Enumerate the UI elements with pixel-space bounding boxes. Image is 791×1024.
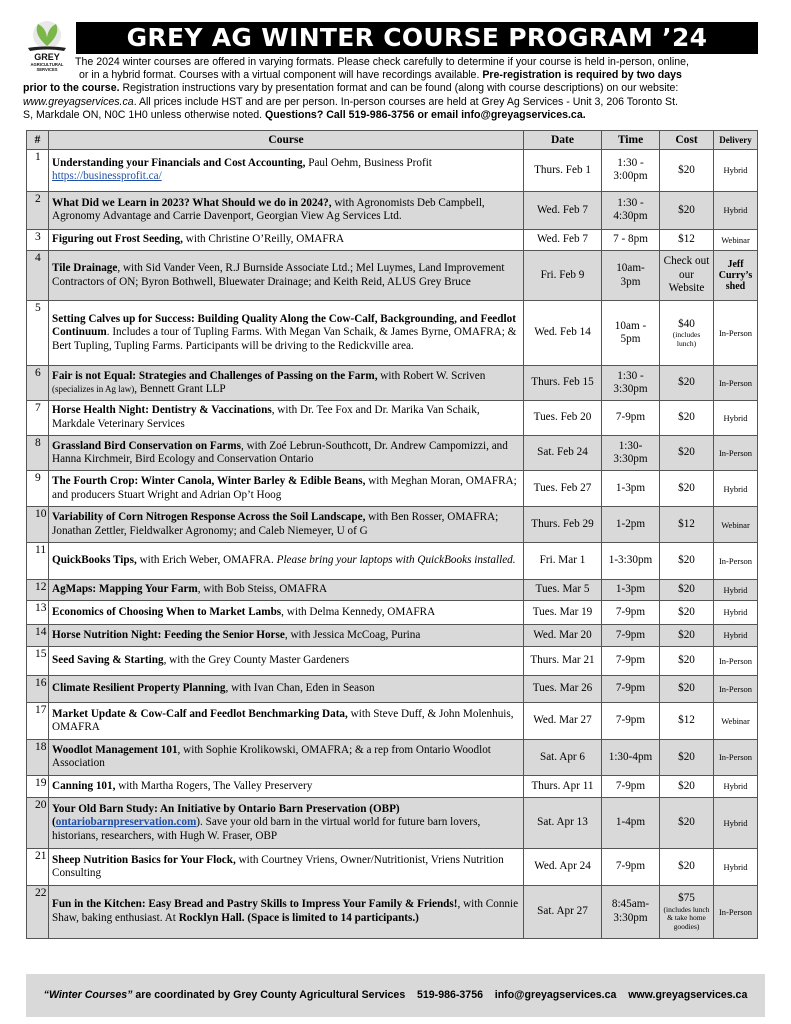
header-time: Time [602, 131, 660, 150]
row-delivery: Jeff Curry’s shed [714, 251, 758, 301]
table-row [27, 251, 758, 301]
cost-value: $40 [678, 317, 695, 330]
row-delivery: Hybrid [714, 401, 758, 436]
row-course [49, 251, 524, 301]
course-detail: with Ben Rosser, OMAFRA; Jonathan Zettler, Fieldwalker Agronomy; and Caleb Niemeyer, U of G [52, 511, 499, 537]
course-title: Economics of Choosing When to Market Lambs [52, 605, 282, 618]
row-cost [660, 885, 714, 938]
row-course [49, 675, 524, 703]
table-row [27, 301, 758, 366]
row-delivery: Hybrid [714, 191, 758, 229]
table-row [27, 739, 758, 775]
row-num: 9 [27, 471, 49, 507]
barn-preservation-link[interactable]: ontariobarnpreservation.com [55, 816, 197, 829]
row-cost: $20 [660, 150, 714, 192]
footer-coordinator: are coordinated by Grey County Agricultural Services [132, 989, 406, 1001]
row-date: Wed. Apr 24 [524, 849, 602, 886]
course-detail: , with Dr. Tee Fox and Dr. Marika Van Schaik, Markdale Veterinary Services [52, 404, 480, 430]
row-date: Sat. Apr 13 [524, 798, 602, 849]
row-time: 10am- 3pm [602, 251, 660, 301]
row-time: 7 - 8pm [602, 229, 660, 250]
row-num: 8 [27, 435, 49, 471]
row-delivery: In-Person [714, 435, 758, 471]
course-detail: with Courtney Vriens, Owner/Nutritionist, Vriens Nutrition Consulting [52, 853, 504, 879]
business-profit-link[interactable]: https://businessprofit.ca/ [52, 170, 162, 183]
row-cost: $20 [660, 798, 714, 849]
row-time: 7-9pm [602, 624, 660, 646]
row-delivery: In-Person [714, 542, 758, 579]
course-detail: with Christine O’Reilly, OMAFRA [182, 233, 345, 246]
row-num: 21 [27, 849, 49, 886]
header-delivery: Delivery [714, 131, 758, 150]
course-title: Figuring out Frost Seeding, [52, 233, 183, 246]
intro-website[interactable]: www.greyagservices.ca [23, 95, 134, 108]
course-title: QuickBooks Tips, [52, 554, 137, 567]
logo-org-sub2: SERVICES [36, 67, 58, 72]
row-num: 11 [27, 542, 49, 579]
course-note: (specializes in Ag law) [52, 384, 135, 395]
course-detail: with Robert W. Scriven [377, 369, 486, 382]
row-course [49, 191, 524, 229]
row-cost: $12 [660, 229, 714, 250]
intro-line-1: The 2024 winter courses are offered in varying formats. Please check carefully to determine if your course is held in-person, online, [75, 56, 689, 68]
row-course [49, 703, 524, 740]
course-detail: with Meghan Moran, OMAFRA; and producers Stuart Wright and Adrian Op’t Hoog [52, 475, 517, 501]
table-row [27, 798, 758, 849]
row-time: 7-9pm [602, 646, 660, 675]
row-num: 4 [27, 251, 49, 301]
course-title: The Fourth Crop: Winter Canola, Winter Barley & Edible Beans, [52, 475, 366, 488]
row-date: Tues. Feb 20 [524, 401, 602, 436]
course-detail: . Includes a tour of Tupling Farms. With Megan Van Schaik, & James Byrne, OMAFRA; & Bert Tupling, Tupling Farms. Participants will be driving to the Redickville area. [52, 326, 517, 352]
row-date: Thurs. Feb 29 [524, 507, 602, 543]
row-cost: $20 [660, 775, 714, 797]
row-num: 18 [27, 739, 49, 775]
row-date: Fri. Feb 9 [524, 251, 602, 301]
table-row [27, 366, 758, 401]
row-date: Thurs. Mar 21 [524, 646, 602, 675]
course-title: Your Old Barn Study: An Initiative by Ontario Barn Preservation (OBP) [52, 802, 400, 815]
intro-l2a: or in a hybrid format. Courses with a virtual component will have recordings available. [79, 69, 483, 82]
row-delivery: Webinar [714, 703, 758, 740]
row-num: 22 [27, 885, 49, 938]
row-num: 16 [27, 675, 49, 703]
cost-note: (includes lunch & take home goodies) [663, 904, 710, 931]
row-num: 12 [27, 579, 49, 600]
row-date: Sat. Apr 6 [524, 739, 602, 775]
course-detail: , with Sophie Krolikowski, OMAFRA; & a rep from Ontario Woodlot Association [52, 743, 491, 770]
row-delivery: Hybrid [714, 849, 758, 886]
row-time: 1-3pm [602, 579, 660, 600]
row-course [49, 507, 524, 543]
intro-l2b: Pre-registration is required by two days [482, 69, 682, 82]
row-cost: $20 [660, 624, 714, 646]
course-title: Fun in the Kitchen: Easy Bread and Pastry Skills to Impress Your Family & Friends! [52, 898, 458, 911]
course-table [26, 130, 758, 939]
row-date: Fri. Mar 1 [524, 542, 602, 579]
table-header-row [27, 131, 758, 150]
table-row [27, 675, 758, 703]
course-detail: with Steve Duff, & John Molenhuis, OMAFRA [52, 707, 514, 733]
logo-org-sub1: AGRICULTURAL [30, 62, 64, 67]
table-row [27, 624, 758, 646]
intro-line-5 [23, 109, 763, 122]
course-detail: with Erich Weber, OMAFRA. [136, 554, 277, 567]
row-course [49, 150, 524, 192]
table-row [27, 435, 758, 471]
row-date: Thurs. Apr 11 [524, 775, 602, 797]
intro-line-4 [23, 96, 763, 109]
intro-l5b: Questions? Call 519-986-3756 or email info@greyagservices.ca. [265, 108, 586, 121]
row-course [49, 542, 524, 579]
row-time: 1:30 - 4:30pm [602, 191, 660, 229]
header-num: # [27, 131, 49, 150]
row-delivery: Webinar [714, 229, 758, 250]
footer-email[interactable]: info@greyagservices.ca [494, 989, 617, 1001]
course-venue: Rocklyn Hall. (Space is limited to 14 participants.) [178, 911, 419, 924]
row-delivery: Hybrid [714, 471, 758, 507]
course-detail: ). Save your old barn in the virtual world for future barn lovers, historians, researchers, with Hugh W. Fraser, OBP [52, 816, 481, 842]
row-delivery: Hybrid [714, 775, 758, 797]
row-time: 1-4pm [602, 798, 660, 849]
row-delivery: Hybrid [714, 150, 758, 192]
intro-line-3 [23, 82, 763, 95]
row-time: 10am - 5pm [602, 301, 660, 366]
row-delivery: Hybrid [714, 579, 758, 600]
row-time: 7-9pm [602, 849, 660, 886]
row-num: 10 [27, 507, 49, 543]
row-course [49, 301, 524, 366]
table-row [27, 775, 758, 797]
row-delivery: In-Person [714, 885, 758, 938]
course-title: Tile Drainage [52, 262, 118, 275]
row-date: Sat. Feb 24 [524, 435, 602, 471]
row-num: 2 [27, 191, 49, 229]
row-cost: $20 [660, 191, 714, 229]
row-num: 20 [27, 798, 49, 849]
row-date: Wed. Feb 7 [524, 191, 602, 229]
table-row [27, 579, 758, 600]
row-num: 13 [27, 601, 49, 624]
course-title: AgMaps: Mapping Your Farm [52, 583, 198, 596]
row-cost: Check out our Website [660, 251, 714, 301]
row-course [49, 739, 524, 775]
course-detail: , with Sid Vander Veen, R.J Burnside Associate Ltd.; Mel Luymes, Land Improvement Contractors of ON; Byron Bothwell, Bluewater Drainage; and Keith Reid, ALUS Grey Bruce [52, 262, 505, 288]
row-date: Tues. Mar 5 [524, 579, 602, 600]
row-course [49, 624, 524, 646]
course-detail: , with Bob Steiss, OMAFRA [197, 583, 328, 596]
footer-bar [26, 974, 765, 1017]
intro-text [23, 56, 763, 122]
row-cost: $20 [660, 601, 714, 624]
header-date: Date [524, 131, 602, 150]
header-course: Course [49, 131, 524, 150]
footer-website[interactable]: www.greyagservices.ca [628, 989, 748, 1001]
table-row [27, 849, 758, 886]
row-time: 1-3:30pm [602, 542, 660, 579]
row-time: 1:30 - 3:30pm [602, 366, 660, 401]
row-time: 7-9pm [602, 675, 660, 703]
row-course [49, 579, 524, 600]
row-course [49, 366, 524, 401]
course-detail-2: , Bennett Grant LLP [134, 383, 226, 396]
row-num: 7 [27, 401, 49, 436]
row-course [49, 775, 524, 797]
course-detail: , with Zoé Lebrun-Southcott, Dr. Andrew Campomizzi, and Hanna Kirchmeir, Bird Ecology and Conservation Ontario [52, 439, 508, 466]
row-cost: $20 [660, 646, 714, 675]
course-title: Woodlot Management 101 [52, 743, 178, 756]
row-time: 1:30- 3:30pm [602, 435, 660, 471]
course-title: Understanding your Financials and Cost Accounting, [52, 157, 306, 170]
footer-winter-courses: “Winter Courses” [43, 989, 133, 1001]
row-cost: $20 [660, 435, 714, 471]
course-title: Variability of Corn Nitrogen Response Across the Soil Landscape, [52, 511, 366, 524]
row-time: 7-9pm [602, 775, 660, 797]
page-title: GREY AG WINTER COURSE PROGRAM ’24 [76, 22, 758, 54]
row-time: 1-2pm [602, 507, 660, 543]
row-course [49, 229, 524, 250]
course-title: Setting Calves up for Success: Building Quality Along the Cow-Calf, Backgrounding, and Feedlot Continuum [52, 313, 516, 339]
row-course [49, 646, 524, 675]
course-title: Climate Resilient Property Planning [52, 682, 226, 695]
cost-value: $75 [678, 892, 695, 905]
row-date: Tues. Mar 26 [524, 675, 602, 703]
row-cost [660, 301, 714, 366]
row-num: 3 [27, 229, 49, 250]
row-date: Wed. Feb 7 [524, 229, 602, 250]
table-row [27, 150, 758, 192]
row-time: 8:45am- 3:30pm [602, 885, 660, 938]
intro-l5a: S, Markdale ON, N0C 1H0 unless otherwise noted. [23, 108, 266, 121]
table-row [27, 191, 758, 229]
row-num: 17 [27, 703, 49, 740]
table-row [27, 229, 758, 250]
intro-line-2 [23, 69, 763, 82]
row-cost: $20 [660, 739, 714, 775]
intro-l3b: Registration instructions vary by presentation format and can be found (along with course descriptions) on our website: [119, 82, 679, 95]
header-cost: Cost [660, 131, 714, 150]
row-delivery: Hybrid [714, 601, 758, 624]
course-title: Grassland Bird Conservation on Farms [52, 439, 241, 452]
row-cost: $20 [660, 542, 714, 579]
intro-l4b: . All prices include HST and are per person. In-person courses are held at Grey Ag Services - Unit 3, 206 Toronto St. [133, 95, 678, 108]
course-detail: , with Delma Kennedy, OMAFRA [281, 605, 436, 618]
row-cost: $20 [660, 401, 714, 436]
course-title: What Did we Learn in 2023? What Should we do in 2024?, [52, 196, 332, 209]
course-title: Sheep Nutrition Basics for Your Flock, [52, 853, 236, 866]
row-course [49, 849, 524, 886]
course-title: Horse Health Night: Dentistry & Vaccinations [52, 404, 272, 417]
course-title: Market Update & Cow-Calf and Feedlot Benchmarking Data, [52, 707, 348, 720]
row-course [49, 885, 524, 938]
row-num: 15 [27, 646, 49, 675]
footer-phone: 519-986-3756 [417, 989, 483, 1001]
row-date: Thurs. Feb 15 [524, 366, 602, 401]
course-detail: , with Jessica McCoag, Purina [284, 628, 421, 641]
table-row [27, 646, 758, 675]
row-time: 1:30-4pm [602, 739, 660, 775]
row-num: 5 [27, 301, 49, 366]
row-cost: $20 [660, 471, 714, 507]
logo-org-name: GREY [34, 52, 60, 62]
row-num: 1 [27, 150, 49, 192]
table-row [27, 471, 758, 507]
row-course [49, 401, 524, 436]
row-course [49, 601, 524, 624]
table-row [27, 542, 758, 579]
course-title: Horse Nutrition Night: Feeding the Senior Horse [52, 628, 285, 641]
row-num: 14 [27, 624, 49, 646]
table-row [27, 885, 758, 938]
row-delivery: In-Person [714, 739, 758, 775]
row-date: Wed. Mar 20 [524, 624, 602, 646]
course-detail: , with the Grey County Master Gardeners [163, 654, 350, 667]
row-date: Wed. Feb 14 [524, 301, 602, 366]
row-delivery: Hybrid [714, 624, 758, 646]
table-row [27, 601, 758, 624]
course-detail: Paul Oehm, Business Profit [305, 157, 432, 170]
row-cost: $12 [660, 703, 714, 740]
row-time: 7-9pm [602, 401, 660, 436]
row-cost: $20 [660, 849, 714, 886]
row-date: Wed. Mar 27 [524, 703, 602, 740]
row-num: 6 [27, 366, 49, 401]
row-cost: $20 [660, 579, 714, 600]
cost-note: (includes lunch) [672, 330, 701, 348]
row-cost: $20 [660, 675, 714, 703]
row-cost: $20 [660, 366, 714, 401]
course-title: Fair is not Equal: Strategies and Challenges of Passing on the Farm, [52, 369, 378, 382]
row-date: Thurs. Feb 1 [524, 150, 602, 192]
course-paren: ( [52, 816, 56, 829]
table-row [27, 703, 758, 740]
row-num: 19 [27, 775, 49, 797]
row-delivery: Hybrid [714, 798, 758, 849]
table-row [27, 401, 758, 436]
row-date: Tues. Feb 27 [524, 471, 602, 507]
row-delivery: Webinar [714, 507, 758, 543]
course-title: Canning 101, [52, 779, 116, 792]
row-time: 7-9pm [602, 601, 660, 624]
course-detail: , with Connie Shaw, baking enthusiast. At [52, 898, 519, 924]
course-detail: with Martha Rogers, The Valley Preservery [115, 779, 313, 792]
row-time: 7-9pm [602, 703, 660, 740]
course-title: Seed Saving & Starting [52, 654, 164, 667]
row-delivery: In-Person [714, 366, 758, 401]
course-detail: , with Ivan Chan, Eden in Season [225, 682, 375, 695]
row-delivery: In-Person [714, 646, 758, 675]
row-date: Tues. Mar 19 [524, 601, 602, 624]
row-course [49, 798, 524, 849]
course-detail: with Agronomists Deb Campbell, Agronomy Advantage and Carrie Davenport, Georgian View Ag Services Ltd. [52, 196, 485, 223]
row-time: 1:30 - 3:00pm [602, 150, 660, 192]
row-time: 1-3pm [602, 471, 660, 507]
row-delivery: In-Person [714, 301, 758, 366]
intro-l3a: prior to the course. [23, 82, 120, 95]
row-course [49, 471, 524, 507]
row-cost: $12 [660, 507, 714, 543]
table-row [27, 507, 758, 543]
course-note: Please bring your laptops with QuickBooks installed. [276, 554, 516, 567]
row-date: Sat. Apr 27 [524, 885, 602, 938]
row-course [49, 435, 524, 471]
row-delivery: In-Person [714, 675, 758, 703]
